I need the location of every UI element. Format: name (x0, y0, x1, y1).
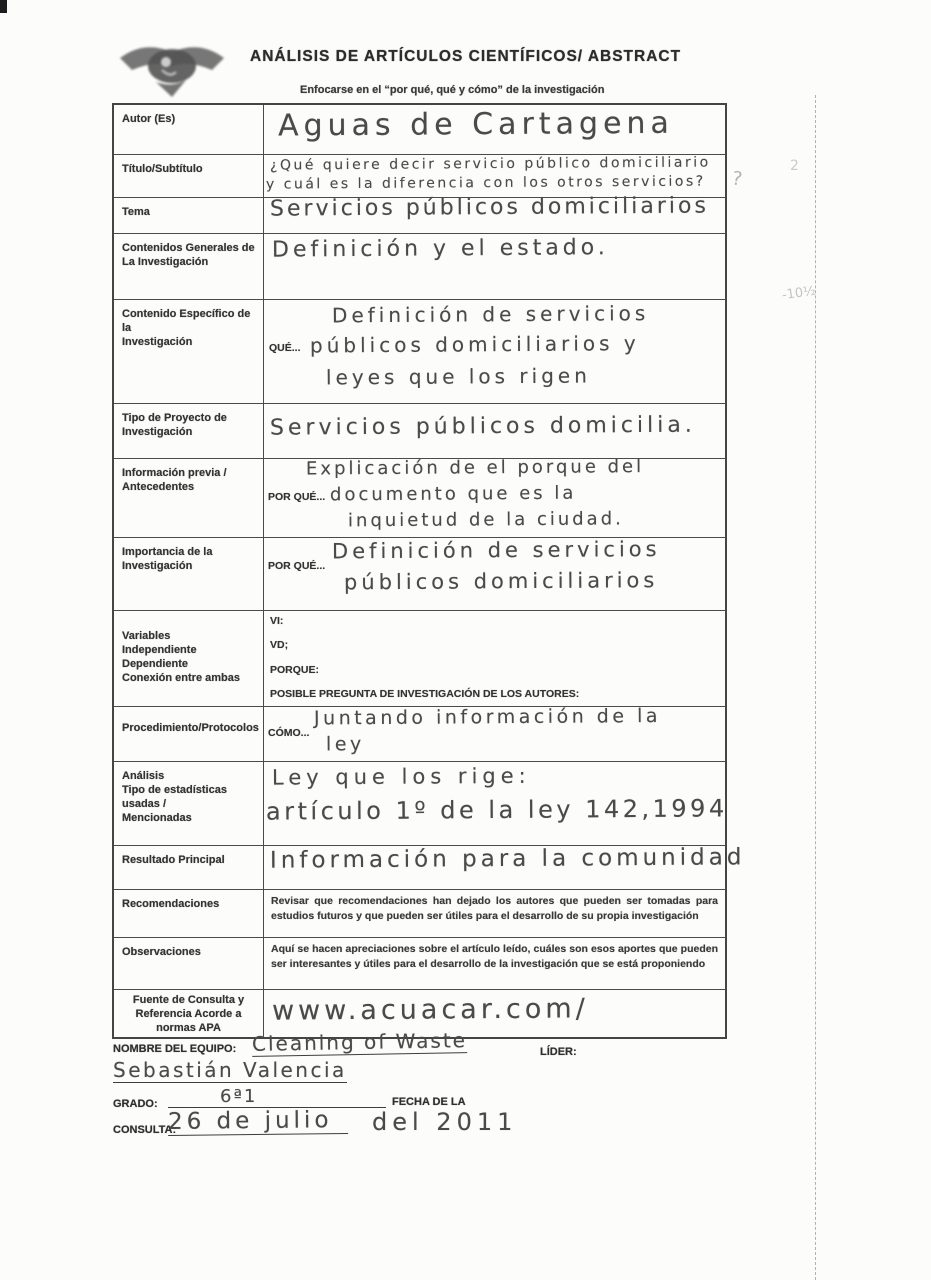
row-label-line: Independiente (122, 644, 197, 656)
row-value (264, 762, 728, 845)
row-label-line: Recomendaciones (122, 898, 220, 910)
row-label-line: normas APA (156, 1022, 221, 1034)
row-label-line: Contenidos Generales de (122, 242, 255, 254)
table-row (114, 937, 725, 989)
row-label-line: Análisis (122, 770, 165, 782)
team-name-label: NOMBRE DEL EQUIPO: (113, 1043, 237, 1055)
row-value (264, 707, 725, 761)
row-label-line: Referencia Acorde a (135, 1008, 242, 1020)
handwritten-entry: ley (325, 733, 365, 756)
table-row (114, 610, 725, 706)
table-row (114, 889, 725, 937)
por-que-prefix: POR QUÉ... (268, 491, 326, 503)
abstract-analysis-table (112, 103, 746, 1039)
handwritten-entry: Juntando información de la (313, 705, 662, 730)
row-label (114, 707, 264, 761)
team-member-value: Sebastián Valencia (113, 1058, 347, 1082)
date-label-top: FECHA DE LA (392, 1096, 466, 1108)
row-label-line: Resultado Principal (122, 854, 225, 866)
row-label (114, 762, 264, 845)
row-value (264, 234, 725, 299)
row-value (264, 938, 725, 989)
table-row (114, 458, 725, 537)
row-label-line: Variables (122, 630, 171, 642)
table-row (114, 844, 746, 889)
row-label-line: usadas / (122, 798, 167, 810)
row-value (264, 300, 725, 403)
table-row (114, 403, 725, 458)
row-label-line: Observaciones (122, 946, 201, 958)
handwritten-entry: Definición y el estado. (271, 235, 609, 263)
table-row (114, 299, 725, 403)
handwritten-entry: Información para la comunidad (269, 844, 746, 874)
team-name-value: Cleaning of Waste (251, 1028, 468, 1056)
row-label (114, 404, 264, 458)
row-value (264, 404, 725, 458)
row-label (114, 611, 264, 706)
table-row (114, 154, 725, 197)
row-value (264, 846, 745, 889)
row-label-line: Mencionadas (122, 812, 192, 824)
table-row (114, 233, 725, 299)
scan-corner-mark (0, 0, 7, 13)
row-label-line: Dependiente (122, 658, 189, 670)
printed-field-lines (264, 611, 725, 706)
margin-scribble: ? (730, 167, 744, 191)
row-value (264, 193, 725, 233)
row-value (264, 890, 725, 937)
handwritten-entry: ¿Qué quiere decir servicio público domiciliario (269, 154, 711, 174)
form-subtitle: Enfocarse en el “por qué, qué y cómo” de la investigación (300, 84, 605, 96)
row-label-line: Tipo de Proyecto de (122, 412, 227, 424)
row-label-line: Contenido Específico de (122, 308, 251, 320)
row-label (114, 890, 264, 937)
row-value (264, 105, 725, 154)
row-label-line: Investigación (122, 426, 193, 438)
table-row (114, 537, 725, 610)
row-label (114, 990, 264, 1037)
row-label (114, 459, 264, 537)
row-label-line: Tema (122, 206, 150, 218)
porque-field-label: PORQUE: (270, 663, 320, 676)
row-label-line: Investigación (122, 560, 193, 572)
row-label (114, 300, 264, 403)
row-label-line: Conexión entre ambas (122, 672, 240, 684)
handwritten-entry: www.acuacar.com/ (271, 993, 589, 1027)
handwritten-entry: Servicios públicos domiciliarios (269, 193, 709, 222)
table-row (114, 706, 725, 761)
por-que-prefix: POR QUÉ... (268, 560, 326, 572)
handwritten-entry: Definición de servicios (331, 301, 650, 328)
table-row (114, 761, 728, 845)
table-row (114, 193, 725, 233)
row-label (114, 234, 264, 299)
row-label-line: la (122, 322, 132, 334)
como-prefix: CÓMO... (268, 727, 310, 739)
row-label-line: Tipo de estadísticas (122, 784, 227, 796)
handwritten-entry: documento que es la (329, 482, 577, 506)
row-label (114, 846, 264, 889)
row-label (114, 198, 264, 233)
row-label-line: Importancia de la (122, 546, 213, 558)
date-value-rest: del 2011 (372, 1108, 518, 1136)
handwritten-entry: públicos domiciliarios y (309, 331, 640, 358)
handwritten-entry: Explicación de el porque del (305, 456, 645, 480)
handwritten-entry: Definición de servicios (331, 537, 661, 564)
row-label (114, 105, 264, 154)
printed-instructions: Revisar que recomendaciones han dejado los autores que pueden ser tomadas para estudios futuros y que pueden ser útiles para el desarrollo de su propia investigación (271, 895, 718, 922)
handwritten-entry: Ley que los rige: (271, 763, 531, 790)
row-label (114, 938, 264, 989)
handwritten-entry: leyes que los rigen (325, 363, 591, 390)
row-value (264, 611, 725, 706)
scan-fold-line (815, 95, 816, 1280)
handwritten-entry: artículo 1º de la ley 142,1994 (265, 794, 728, 826)
row-value (264, 538, 725, 610)
winged-emblem-logo (116, 36, 228, 100)
grade-label: GRADO: (113, 1098, 158, 1110)
margin-scribble: -10½ (781, 283, 817, 304)
vi-field-label: VI: (270, 615, 284, 627)
row-label-line: Antecedentes (122, 481, 195, 493)
grade-value: 6ª1 (168, 1086, 386, 1108)
row-label-line: Fuente de Consulta y (132, 994, 245, 1006)
handwritten-entry: públicos domiciliarios (343, 568, 659, 595)
printed-instructions: Aquí se hacen apreciaciones sobre el artículo leído, cuáles son esos aportes que pueden ser interesantes y útiles para el desarrollo de la investigación que se está proponiendo (271, 943, 718, 970)
que-prefix: QUÉ... (269, 342, 301, 354)
table-row (114, 105, 725, 154)
handwritten-entry: y cuál es la diferencia con los otros servicios? (265, 173, 706, 193)
margin-scribble: 2 (790, 158, 799, 174)
posible-pregunta-label: POSIBLE PREGUNTA DE INVESTIGACIÓN DE LOS AUTORES: (270, 687, 580, 700)
leader-label: LÍDER: (540, 1046, 577, 1058)
row-label (114, 155, 264, 197)
row-label-line: La Investigación (122, 256, 209, 268)
form-title: ANÁLISIS DE ARTÍCULOS CIENTÍFICOS/ ABSTRACT (250, 48, 682, 65)
handwritten-entry: Servicios públicos domicilia. (269, 412, 696, 441)
date-value-underlined: 26 de julio (168, 1107, 348, 1136)
row-value (264, 456, 725, 537)
row-label (114, 538, 264, 610)
handwritten-entry: inquietud de la ciudad. (347, 508, 624, 532)
row-value (264, 155, 725, 197)
row-label-line: Información previa / (122, 467, 227, 479)
handwritten-entry: Aguas de Cartagena (277, 105, 674, 144)
row-label-line: Procedimiento/Protocolos (122, 722, 259, 734)
row-label-line: Autor (Es) (122, 113, 176, 125)
vd-field-label: VD; (270, 639, 289, 652)
row-label-line: Investigación (122, 336, 193, 348)
date-label-bottom: CONSULTA: (113, 1124, 177, 1136)
row-label-line: Título/Subtítulo (122, 163, 203, 175)
